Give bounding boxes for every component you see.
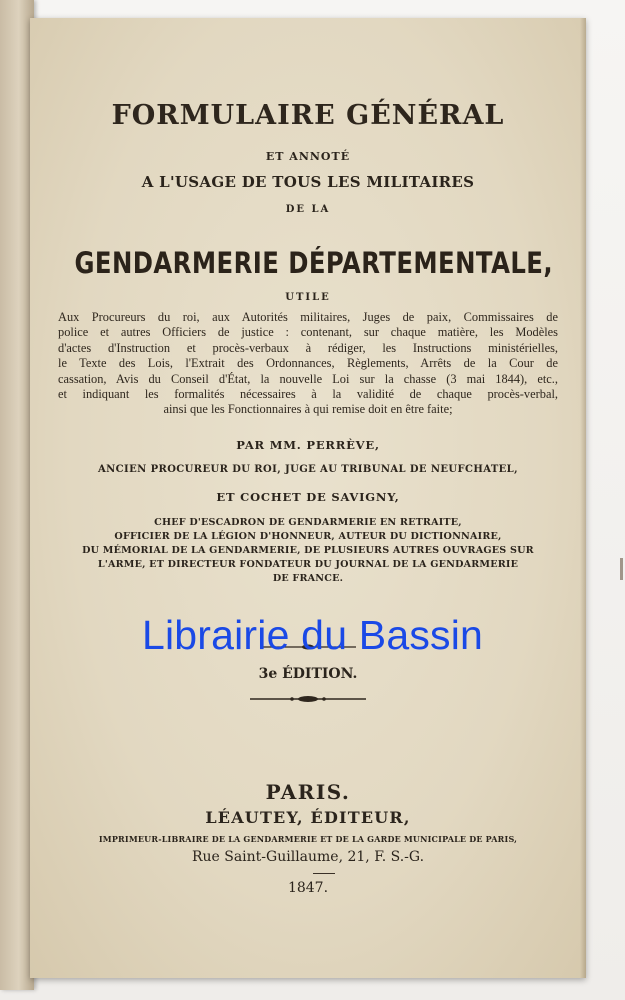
description-line: police et autres Officiers de justice : contenant, sur chaque matière, les Modèles [58,325,558,340]
description-line: le Texte des Lois, l'Extrait des Ordonnances, Règlements, Arrêts de la Cour de [58,356,558,371]
ornament-rule-bottom [248,693,368,705]
publication-year: 1847. [287,880,329,896]
title-page [30,18,586,978]
description-line: cassation, Avis du Conseil d'État, la nouvelle Loi sur la chasse (3 mai 1844), etc., [58,371,558,386]
subtitle-et-annote: ET ANNOTÉ [265,150,351,163]
seller-watermark: Librairie du Bassin [141,612,484,658]
author2-name: ET COCHET DE SAVIGNY, [216,490,400,504]
author2-role-line: DU MÉMORIAL DE LA GENDARMERIE, DE PLUSIEURS AUTRES OUVRAGES SUR [82,545,534,556]
printer-line: IMPRIMEUR-LIBRAIRE DE LA GENDARMERIE ET DE LA GARDE MUNICIPALE DE PARIS, [98,834,518,844]
subtitle-de-la: DE LA [285,204,331,215]
page-mark [620,558,623,580]
subtitle-usage: A L'USAGE DE TOUS LES MILITAIRES [141,173,475,191]
main-title-gendarmerie: GENDARMERIE DÉPARTEMENTALE, [74,246,554,280]
edition: 3e ÉDITION. [258,666,358,682]
year-rule [313,873,335,874]
description-paragraph [58,310,558,418]
book-title: FORMULAIRE GÉNÉRAL [111,100,505,131]
city: PARIS. [265,780,351,804]
authors-line: PAR MM. PERRÈVE, [236,438,380,452]
author2-role-line: L'ARME, ET DIRECTEUR FONDATEUR DU JOURNAL DE LA GENDARMERIE [97,559,519,570]
author2-role-line: CHEF D'ESCADRON DE GENDARMERIE EN RETRAITE, [154,517,462,528]
author2-role-line: DE FRANCE. [272,573,344,584]
description-line: et indiquant les formalités nécessaires à la validité de chaque procès-verbal, [58,387,558,402]
publisher: LÉAUTEY, ÉDITEUR, [205,808,411,827]
description-line: Aux Procureurs du roi, aux Autorités militaires, Juges de paix, Commissaires de [58,310,558,324]
author1-role: ANCIEN PROCUREUR DU ROI, JUGE AU TRIBUNAL DE NEUFCHATEL, [97,464,518,475]
author2-role [30,516,586,586]
description-line: ainsi que les Fonctionnaires à qui remise doit en être faite; [163,402,453,417]
subtitle-utile: UTILE [285,292,331,303]
description-line: d'actes d'Instruction et procès-verbaux à rédiger, les Instructions ministérielles, [58,340,558,355]
book-cover-board [0,0,34,990]
publisher-address: Rue Saint-Guillaume, 21, F. S.-G. [191,849,425,865]
author2-role-line: OFFICIER DE LA LÉGION D'HONNEUR, AUTEUR DU DICTIONNAIRE, [114,531,502,542]
